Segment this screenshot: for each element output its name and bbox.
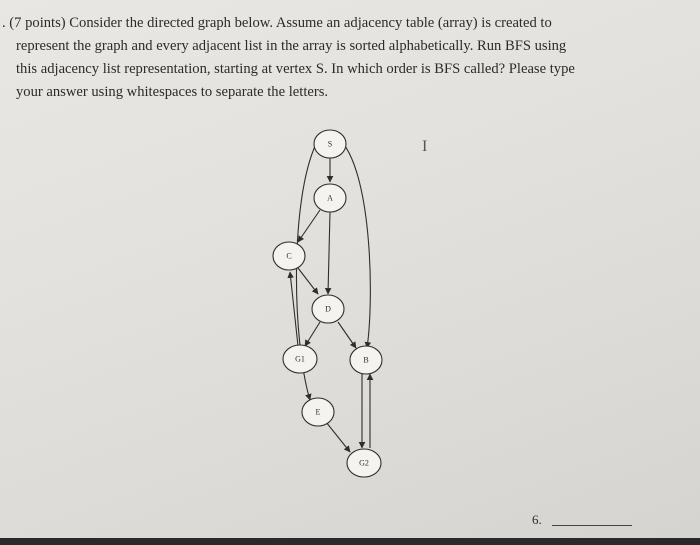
node-label-g2: G2 bbox=[359, 458, 369, 468]
edge-s-b bbox=[342, 142, 370, 348]
node-label-b: B bbox=[363, 355, 369, 365]
graph-node-c bbox=[273, 242, 305, 270]
edge-d-g1 bbox=[305, 322, 320, 346]
node-label-e: E bbox=[315, 407, 321, 417]
node-label-d: D bbox=[325, 304, 331, 314]
node-label-c: C bbox=[286, 251, 292, 261]
question-line-3: this adjacency list representation, starting at vertex S. In which order is BFS called? Please type bbox=[16, 61, 575, 77]
question-line-2: represent the graph and every adjacent list in the array is sorted alphabetically. Run BFS using bbox=[16, 38, 567, 54]
answer-blank-line[interactable] bbox=[552, 525, 632, 526]
answer-number: 6. bbox=[532, 512, 542, 527]
question-line-4: your answer using whitespaces to separate the letters. bbox=[16, 84, 329, 100]
edge-a-c bbox=[298, 210, 320, 242]
node-label-a: A bbox=[327, 193, 333, 203]
edge-c-d bbox=[298, 268, 318, 294]
graph-node-s bbox=[314, 130, 346, 158]
graph-node-g2 bbox=[347, 449, 381, 477]
question-line-1: . (7 points) Consider the directed graph below. Assume an adjacency table (array) is created to bbox=[2, 15, 552, 31]
graph-node-g1 bbox=[283, 345, 317, 373]
edge-d-b bbox=[338, 322, 356, 348]
node-label-g1: G1 bbox=[295, 354, 305, 364]
graph-node-a bbox=[314, 184, 346, 212]
screen-bottom-edge bbox=[0, 538, 700, 545]
edge-a-d bbox=[328, 212, 330, 294]
graph-node-b bbox=[350, 346, 382, 374]
node-label-s: S bbox=[327, 139, 333, 149]
edge-e-g2 bbox=[326, 422, 350, 452]
graph-node-d bbox=[312, 295, 344, 323]
text-cursor-icon: I bbox=[422, 138, 428, 155]
graph-node-e bbox=[302, 398, 334, 426]
